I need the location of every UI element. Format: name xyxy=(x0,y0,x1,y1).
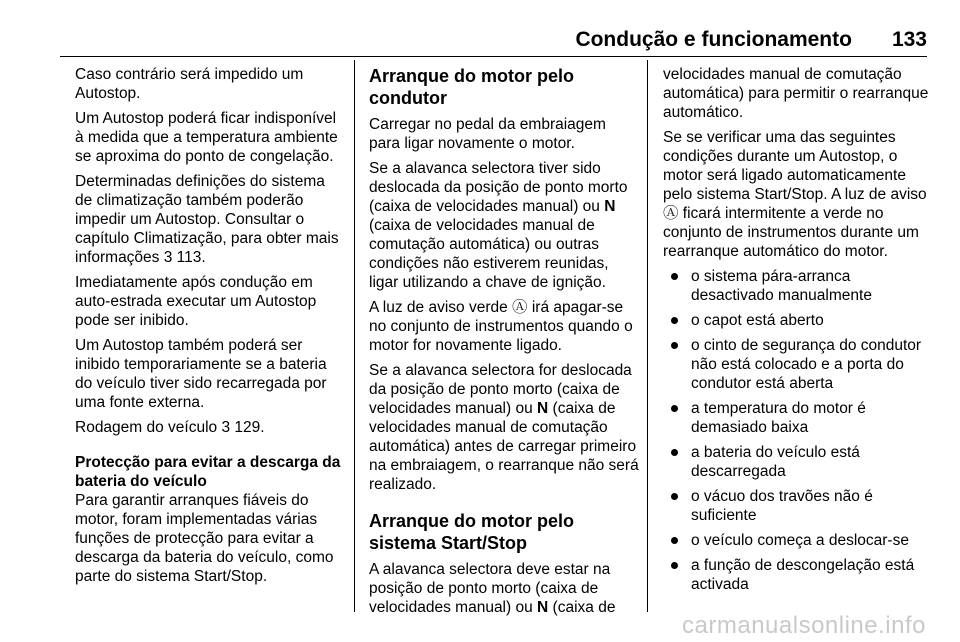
list-item-text: a temperatura do motor é demasiado baixa xyxy=(691,400,866,436)
column-2 xyxy=(369,65,639,623)
paragraph: Caso contrário será impedido um Autostop. xyxy=(75,66,304,102)
paragraph: Imediatamente após condução em auto-estrada executar um Autostop pode ser inibido. xyxy=(75,274,317,329)
list-item-text: o capot está aberto xyxy=(691,312,824,329)
text-run: Se a alavanca selectora tiver sido deslocada da posição de ponto morto (caixa de velocidades manual) ou xyxy=(369,160,628,215)
bullet-icon xyxy=(671,273,678,280)
list-item xyxy=(691,487,933,525)
list-item xyxy=(691,267,933,305)
list-item xyxy=(691,531,933,550)
text-run: Se a alavanca selectora for deslocada da posição de ponto morto (caixa de velocidades manual) ou xyxy=(369,362,632,417)
text-run: (caixa de xyxy=(548,599,616,616)
bullet-icon xyxy=(671,562,678,569)
gear-n-label: N xyxy=(537,599,549,616)
paragraph xyxy=(369,560,639,617)
bullet-icon xyxy=(671,405,678,412)
list-item-text: o sistema pára-arranca desactivado manualmente xyxy=(691,268,872,304)
watermark: carmanualsonline.info xyxy=(682,612,926,639)
bullet-icon xyxy=(671,317,678,324)
paragraph xyxy=(369,159,639,292)
section-heading: Protecção para evitar a descarga da bateria do veículo xyxy=(75,454,341,490)
bullet-icon xyxy=(671,493,678,500)
column-divider-right xyxy=(647,60,648,612)
paragraph: Para garantir arranques fiáveis do motor, foram implementadas várias funções de protecção para evitar a descarga da bateria do veículo, como parte do sistema Start/Stop. xyxy=(75,492,334,585)
list-item xyxy=(691,311,933,330)
condition-list xyxy=(663,267,933,594)
paragraph: Rodagem do veículo 3 129. xyxy=(75,419,265,436)
column-divider-left xyxy=(354,60,355,612)
paragraph: velocidades manual de comutação automática) para permitir o rearranque automático. xyxy=(663,66,929,121)
list-item xyxy=(691,399,933,437)
paragraph: A luz de aviso verde Ⓐ irá apagar-se no conjunto de instrumentos quando o motor for novamente ligado. xyxy=(369,299,633,354)
list-item-text: o veículo começa a deslocar-se xyxy=(691,532,909,549)
page-title: Condução e funcionamento xyxy=(575,28,852,51)
paragraph: Um Autostop também poderá ser inibido temporariamente se a bateria do veículo tiver sido recarregada por uma fonte externa. xyxy=(75,337,327,411)
list-item xyxy=(691,556,933,594)
bullet-icon xyxy=(671,537,678,544)
list-item-text: a função de descongelação está activada xyxy=(691,557,915,593)
paragraph: Carregar no pedal da embraiagem para ligar novamente o motor. xyxy=(369,116,606,152)
section-heading: Arranque do motor pelo condutor xyxy=(369,66,575,108)
text-run: (caixa de velocidades manual de comutação automática) ou outras condições não estiverem reunidas, ligar utilizando a chave de ignição. xyxy=(369,217,609,291)
bullet-icon xyxy=(671,449,678,456)
text-run: A alavanca selectora deve estar na posição de ponto morto (caixa de velocidades manual) ou xyxy=(369,561,611,616)
gear-n-label: N xyxy=(604,198,616,215)
list-item xyxy=(691,443,933,481)
paragraph xyxy=(369,361,639,494)
paragraph: Determinadas definições do sistema de climatização também poderão impedir um Autostop. Consultar o capítulo Climatização, para obter mais informações 3 113. xyxy=(75,173,339,266)
paragraph: Se se verificar uma das seguintes condições durante um Autostop, o motor será ligado automaticamente pelo sistema Start/Stop. A luz de aviso Ⓐ ficará intermitente a verde no conjunto de instrumentos durante um rearranque automático do motor. xyxy=(663,129,927,260)
section-heading: Arranque do motor pelo sistema Start/Stop xyxy=(369,511,575,553)
list-item-text: o cinto de segurança do condutor não está colocado e a porta do condutor está aberta xyxy=(691,337,922,392)
page-number: 133 xyxy=(891,28,927,51)
paragraph: Um Autostop poderá ficar indisponível à medida que a temperatura ambiente se aproxima do ponto de congelação. xyxy=(75,110,338,165)
list-item-text: a bateria do veículo está descarregada xyxy=(691,444,860,480)
bullet-icon xyxy=(671,342,678,349)
column-1 xyxy=(75,65,345,592)
gear-n-label: N xyxy=(537,400,549,417)
text-run: (caixa de velocidades manual de comutação automática) antes de carregar primeiro na embraiagem, o rearranque não será realizado. xyxy=(369,400,639,493)
list-item-text: o vácuo dos travões não é suficiente xyxy=(691,488,873,524)
page-header xyxy=(60,27,927,57)
list-item xyxy=(691,336,933,393)
column-3 xyxy=(663,65,933,600)
